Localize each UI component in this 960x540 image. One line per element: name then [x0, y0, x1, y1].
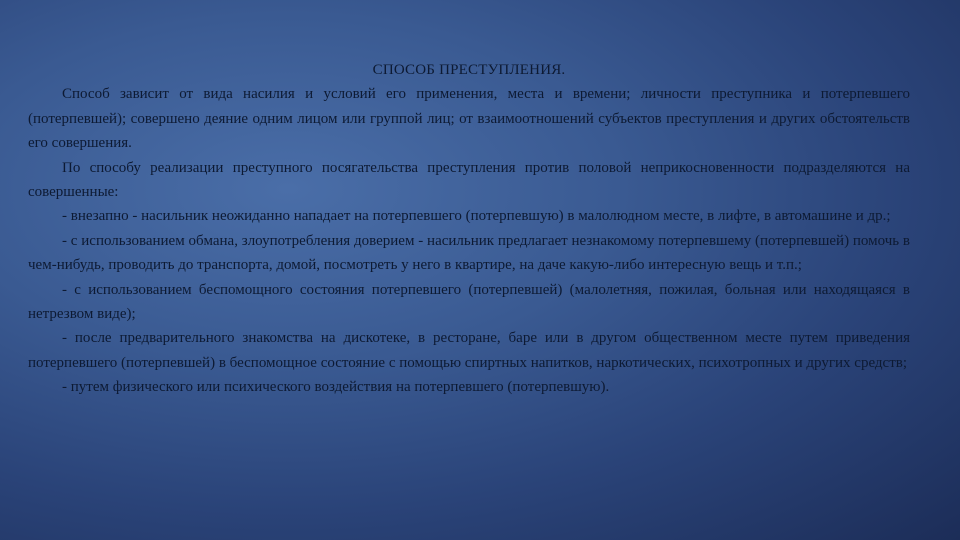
list-item-deception: - с использованием обмана, злоупотребления доверием - насильник предлагает незнакомому потерпевшему (потерпевшей) помочь в чем-нибудь, проводить до транспорта, домой, посмотреть у него в квартире, на даче какую-либо интересную вещь и т.п.; — [28, 232, 910, 274]
list-item-sudden: - внезапно - насильник неожиданно нападает на потерпевшего (потерпевшую) в малолюдном месте, в лифте, в автомашине и др.; — [62, 208, 891, 225]
list-item-helpless-state: - с использованием беспомощного состояния потерпевшего (потерпевшей) (малолетняя, пожилая, больная или находящаяся в нетрезвом виде); — [28, 281, 910, 323]
list-item-prior-acquaintance: - после предварительного знакомства на дискотеке, в ресторане, баре или в другом общественном месте путем приведения потерпевшего (потерпевшей) в беспомощное состояние с помощью спиртных напитков, наркотических, психотропных и других средств; — [28, 330, 910, 371]
paragraph-intro: Способ зависит от вида насилия и условий его применения, места и времени; личности преступника и потерпевшего (потерпевшей); совершено деяние одним лицом или группой лиц; от взаимоотношений субъектов преступления и других обстоятельств его совершения. — [28, 86, 910, 152]
paragraph-classification: По способу реализации преступного посягательства преступления против половой неприкосновенности подразделяются на совершенные: — [28, 159, 910, 201]
slide-title: СПОСОБ ПРЕСТУПЛЕНИЯ. — [372, 62, 566, 78]
slide-content — [28, 58, 910, 498]
list-item-physical-psychological: - путем физического или психического воздействия на потерпевшего (потерпевшую). — [62, 379, 610, 396]
